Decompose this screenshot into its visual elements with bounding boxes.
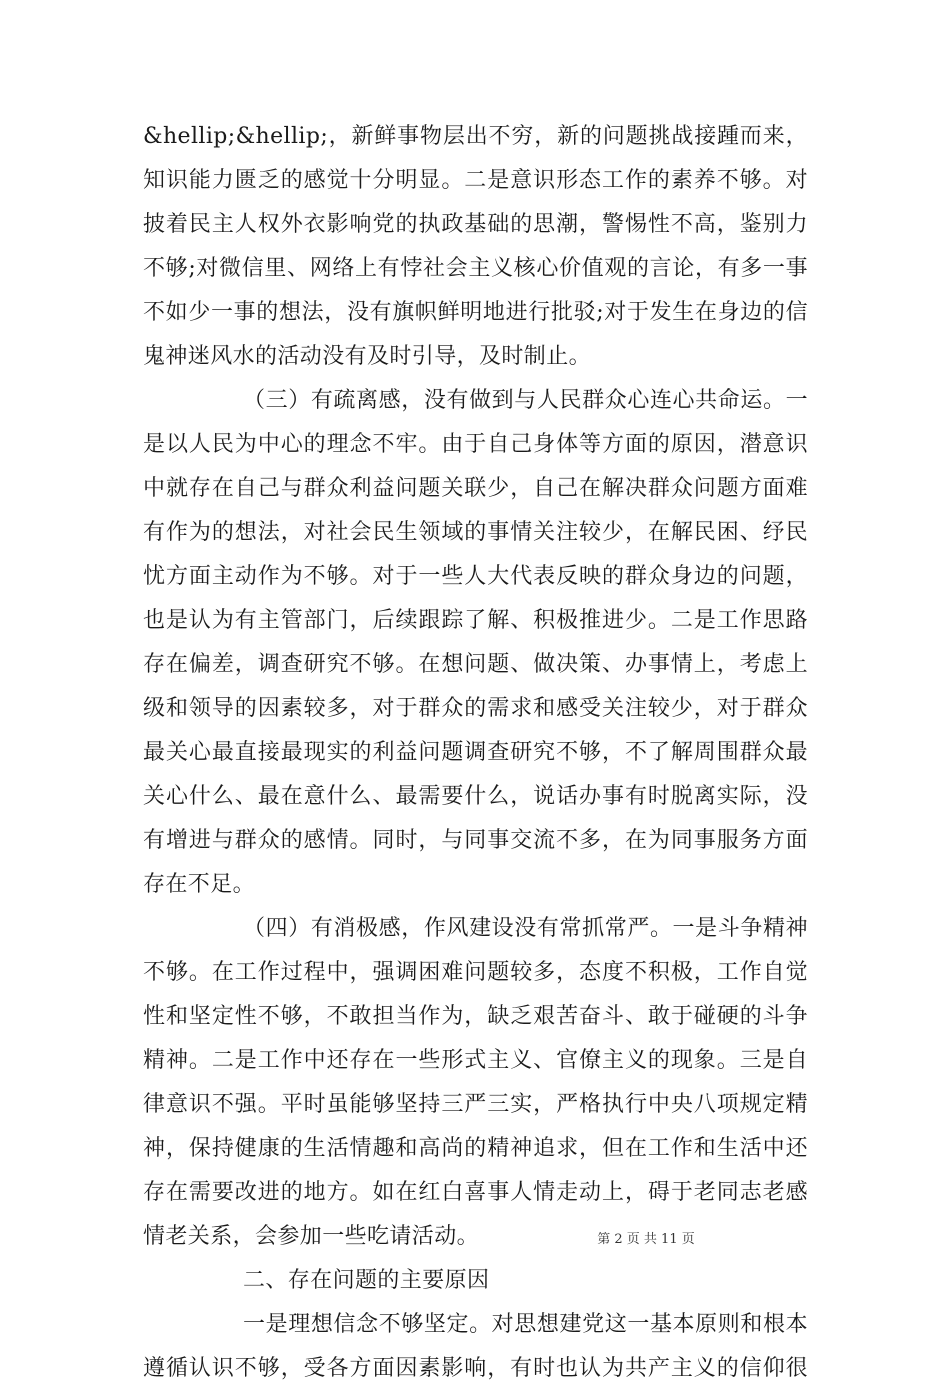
text-line: 存在偏差，调查研究不够。在想问题、做决策、办事情上，考虑上 xyxy=(143,652,808,677)
text-line: &hellip;&hellip;，新鲜事物层出不穷，新的问题挑战接踵而来， xyxy=(143,124,808,149)
page-number-footer: 第 2 页 共 11 页 xyxy=(597,1232,695,1247)
text-line: 鬼神迷风水的活动没有及时引导，及时制止。 xyxy=(143,344,592,369)
text-line: 知识能力匮乏的感觉十分明显。二是意识形态工作的素养不够。对 xyxy=(143,168,808,193)
section-heading-causes: 二、存在问题的主要原因 xyxy=(243,1268,490,1293)
section-heading-three: （三）有疏离感，没有做到与人民群众心连心共命运。一 xyxy=(243,388,808,413)
text-line: 律意识不强。平时虽能够坚持三严三实，严格执行中央八项规定精 xyxy=(143,1092,808,1117)
text-line: 是以人民为中心的理念不牢。由于自己身体等方面的原因，潜意识 xyxy=(143,432,808,457)
text-line: 有作为的想法，对社会民生领域的事情关注较少，在解民困、纾民 xyxy=(143,520,808,545)
text-line: 情老关系，会参加一些吃请活动。 xyxy=(143,1224,480,1249)
text-line: 最关心最直接最现实的利益问题调查研究不够，不了解周围群众最 xyxy=(143,740,808,765)
text-line: 中就存在自己与群众利益问题关联少，自己在解决群众问题方面难 xyxy=(143,476,808,501)
text-line: 关心什么、最在意什么、最需要什么，说话办事有时脱离实际，没 xyxy=(143,784,808,809)
text-line: 不够。在工作过程中，强调困难问题较多，态度不积极，工作自觉 xyxy=(143,960,808,985)
section-heading-four: （四）有消极感，作风建设没有常抓常严。一是斗争精神 xyxy=(243,916,808,941)
text-line: 也是认为有主管部门，后续跟踪了解、积极推进少。二是工作思路 xyxy=(143,608,808,633)
text-line: 一是理想信念不够坚定。对思想建党这一基本原则和根本 xyxy=(243,1312,808,1337)
text-line: 性和坚定性不够，不敢担当作为，缺乏艰苦奋斗、敢于碰硬的斗争 xyxy=(143,1004,808,1029)
text-line: 存在不足。 xyxy=(143,872,256,897)
text-line: 遵循认识不够，受各方面因素影响，有时也认为共产主义的信仰很 xyxy=(143,1356,808,1381)
text-line: 存在需要改进的地方。如在红白喜事人情走动上，碍于老同志老感 xyxy=(143,1180,808,1205)
document-body xyxy=(143,115,808,1391)
text-line: 级和领导的因素较多，对于群众的需求和感受关注较少，对于群众 xyxy=(143,696,808,721)
text-line: 神，保持健康的生活情趣和高尚的精神追求，但在工作和生活中还 xyxy=(143,1136,808,1161)
text-line: 披着民主人权外衣影响党的执政基础的思潮，警惕性不高，鉴别力 xyxy=(143,212,808,237)
text-line: 忧方面主动作为不够。对于一些人大代表反映的群众身边的问题， xyxy=(143,564,808,589)
text-line: 不够;对微信里、网络上有悖社会主义核心价值观的言论，有多一事 xyxy=(143,256,808,281)
text-line: 有增进与群众的感情。同时，与同事交流不多，在为同事服务方面 xyxy=(143,828,808,853)
text-line: 不如少一事的想法，没有旗帜鲜明地进行批驳;对于发生在身边的信 xyxy=(143,300,808,325)
text-line: 精神。二是工作中还存在一些形式主义、官僚主义的现象。三是自 xyxy=(143,1048,808,1073)
